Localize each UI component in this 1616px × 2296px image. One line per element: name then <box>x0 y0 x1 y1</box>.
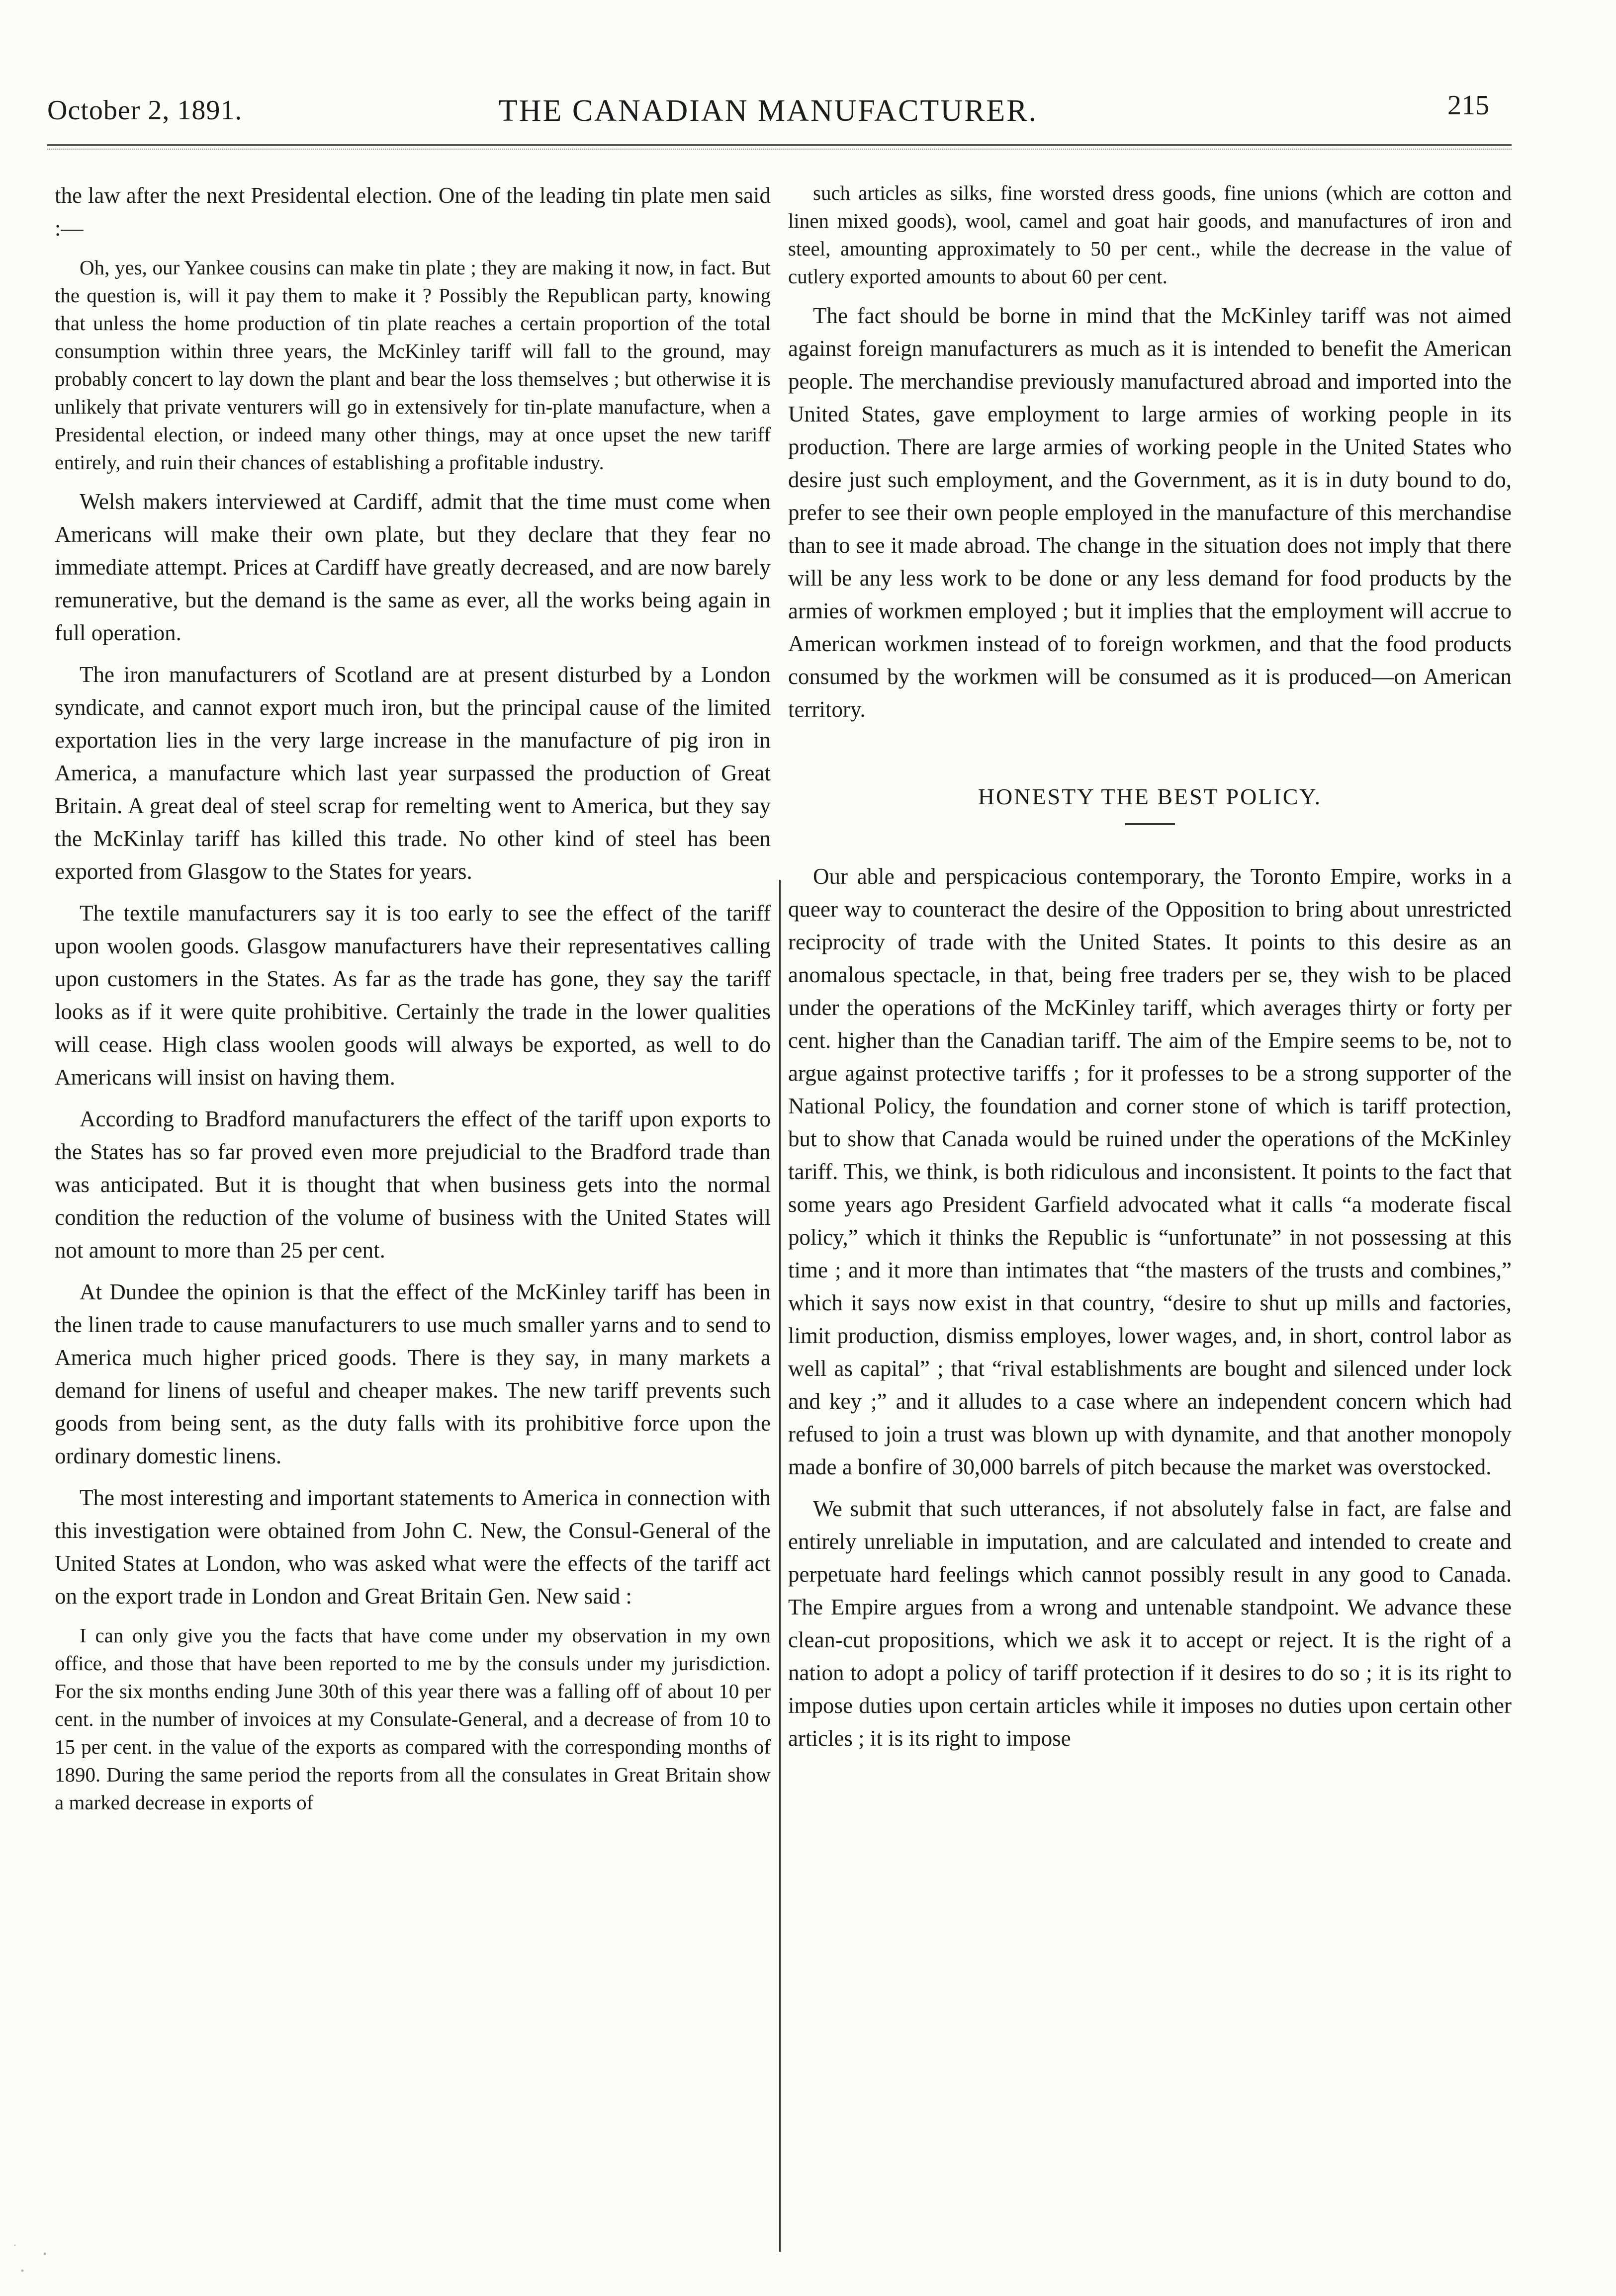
column-divider <box>779 880 781 2252</box>
quoted-paragraph: such articles as silks, fine worsted dress goods, fine unions (which are cotton and linen mixed goods), wool, camel and goat hair goods, and manufactures of iron and steel, amounting approximately to 50 per cent., while the decrease in the value of cutlery exported amounts to about 60 per cent. <box>788 181 1512 288</box>
paragraph: At Dundee the opinion is that the effect of the McKinley tariff has been in the linen trade to cause manufacturers to use much smaller yarns and to send to America much higher priced goods. There is they say, in many markets a demand for linens of useful and cheaper makes. The new tariff prevents such goods from being sent, as the duty falls with its prohibitive force upon the ordinary domestic linens. <box>55 1279 771 1468</box>
page-number: 215 <box>1447 90 1489 121</box>
paragraph: Our able and perspicacious contemporary, the Toronto Empire, works in a queer way to counteract the desire of the Opposition to bring about unrestricted reciprocity of trade with the United States. It points to this desire as an anomalous spectacle, in that, being free traders per se, they wish to be placed under the operations of the McKinley tariff, which averages thirty or forty per cent. higher than the Canadian tariff. The aim of the Empire seems to be, not to argue against protective tariffs ; for it professes to be a strong supporter of the National Policy, the foundation and corner stone of which is tariff protection, but to show that Canada would be ruined under the operations of the McKinley tariff. This, we think, is both ridiculous and inconsistent. It points to the fact that some years ago President Garfield advocated what it calls “a moderate fiscal policy,” which it thinks the Republic is “unfortunate” in not possessing at this time ; and it more than intimates that “the masters of the trusts and combines,” which it says now exist in that country, “desire to shut up mills and factories, limit production, dismiss employes, lower wages, and, in short, control labor as well as capital” ; that “rival establishments are bought and silenced under lock and key ;” and it alludes to a case where an independent concern which had refused to join a trust was blown up with dynamite, and that another monopoly made a bonfire of 30,000 barrels of pitch because the market was overstocked. <box>788 864 1512 1479</box>
paragraph: According to Bradford manufacturers the effect of the tariff upon exports to the States has so far proved even more prejudicial to the Bradford trade than was anticipated. But it is thought that when business gets into the normal condition the reduction of the volume of business with the United States will not amount to more than 25 per cent. <box>55 1106 771 1263</box>
paragraph: The textile manufacturers say it is too early to see the effect of the tariff upon woolen goods. Glasgow manufacturers have their representatives calling upon customers in the States. As far as the trade has gone, they say the tariff looks as if it were quite prohibitive. Certainly the trade in the lower qualities will cease. High class woolen goods will always be exported, as well to do Americans will insist on having them. <box>55 901 771 1090</box>
issue-date: October 2, 1891. <box>47 95 243 126</box>
publication-title: THE CANADIAN MANUFACTURER. <box>498 94 1038 128</box>
scan-speckle <box>0 2211 75 2296</box>
paragraph: The iron manufacturers of Scotland are at present disturbed by a London syndicate, and cannot export much iron, but the principal cause of the limited exportation lies in the very large increase in the manufacture of pig iron in America, a manufacture which last year surpassed the production of Great Britain. A great deal of steel scrap for remelting went to America, but they say the McKinlay tariff has killed this trade. No other kind of steel has been exported from Glasgow to the States for years. <box>55 662 771 884</box>
paragraph: The fact should be borne in mind that the McKinley tariff was not aimed against foreign manufacturers as much as it is intended to benefit the American people. The merchandise previously manufactured abroad and imported into the United States, gave employment to large armies of working people in its production. There are large armies of working people in the United States who desire just such employment, and the Government, as it is in duty bound to do, prefer to see their own people employed in the manufacture of this merchandise than to see it made abroad. The change in the situation does not imply that there will be any less work to be done or any less demand for food products by the armies of workmen employed ; but it implies that the employment will accrue to American workmen instead of to foreign workmen, and that the food products consumed by the workmen will be consumed as it is produced—on American territory. <box>788 303 1512 722</box>
quoted-paragraph: I can only give you the facts that have come under my observation in my own office, and those that have been reported to me by the consuls under my jurisdiction. For the six months ending June 30th of this year there was a falling off of about 10 per cent. in the number of invoices at my Consulate-General, and a decrease of from 10 to 15 per cent. in the value of the exports as compared with the corresponding months of 1890. During the same period the reports from all the consulates in Great Britain show a marked decrease in exports of <box>55 1624 771 1814</box>
left-column <box>55 179 771 2257</box>
heading-rule <box>1125 823 1175 825</box>
paragraph: Welsh makers interviewed at Cardiff, admit that the time must come when Americans will make their own plate, but they declare that they fear no immediate attempt. Prices at Cardiff have greatly decreased, and are now barely remunerative, but the demand is the same as ever, all the works being again in full operation. <box>55 489 771 645</box>
right-column <box>788 179 1512 2257</box>
paragraph: The most interesting and important statements to America in connection with this investigation were obtained from John C. New, the Consul-General of the United States at London, who was asked what were the effects of the tariff act on the export trade in London and Great Britain Gen. New said : <box>55 1485 771 1609</box>
header-rule <box>47 144 1512 150</box>
page-header <box>47 85 1489 139</box>
paragraph: We submit that such utterances, if not absolutely false in fact, are false and entirely unreliable in imputation, and are calculated and intended to create and perpetuate hard feelings which cannot possibly result in any good to Canada. The Empire argues from a wrong and untenable standpoint. We advance these clean-cut propositions, which we ask it to accept or reject. It is the right of a nation to adopt a policy of tariff protection if it desires to do so ; it is its right to impose duties upon certain articles while it imposes no duties upon certain other articles ; it is its right to impose <box>788 1496 1512 1751</box>
section-heading: HONESTY THE BEST POLICY. <box>978 784 1322 809</box>
paragraph: the law after the next Presidental election. One of the leading tin plate men said :— <box>55 183 771 241</box>
quoted-paragraph: Oh, yes, our Yankee cousins can make tin plate ; they are making it now, in fact. But the question is, will it pay them to make it ? Possibly the Republican party, knowing that unless the home production of tin plate reaches a certain proportion of the total consumption within three years, the McKinley tariff will fall to the ground, may probably concert to lay down the plant and bear the loss themselves ; but otherwise it is unlikely that private venturers will go in extensively for tin-plate manufacture, when a Presidental election, or indeed many other things, may at once upset the new tariff entirely, and ruin their chances of establishing a profitable industry. <box>55 256 771 474</box>
